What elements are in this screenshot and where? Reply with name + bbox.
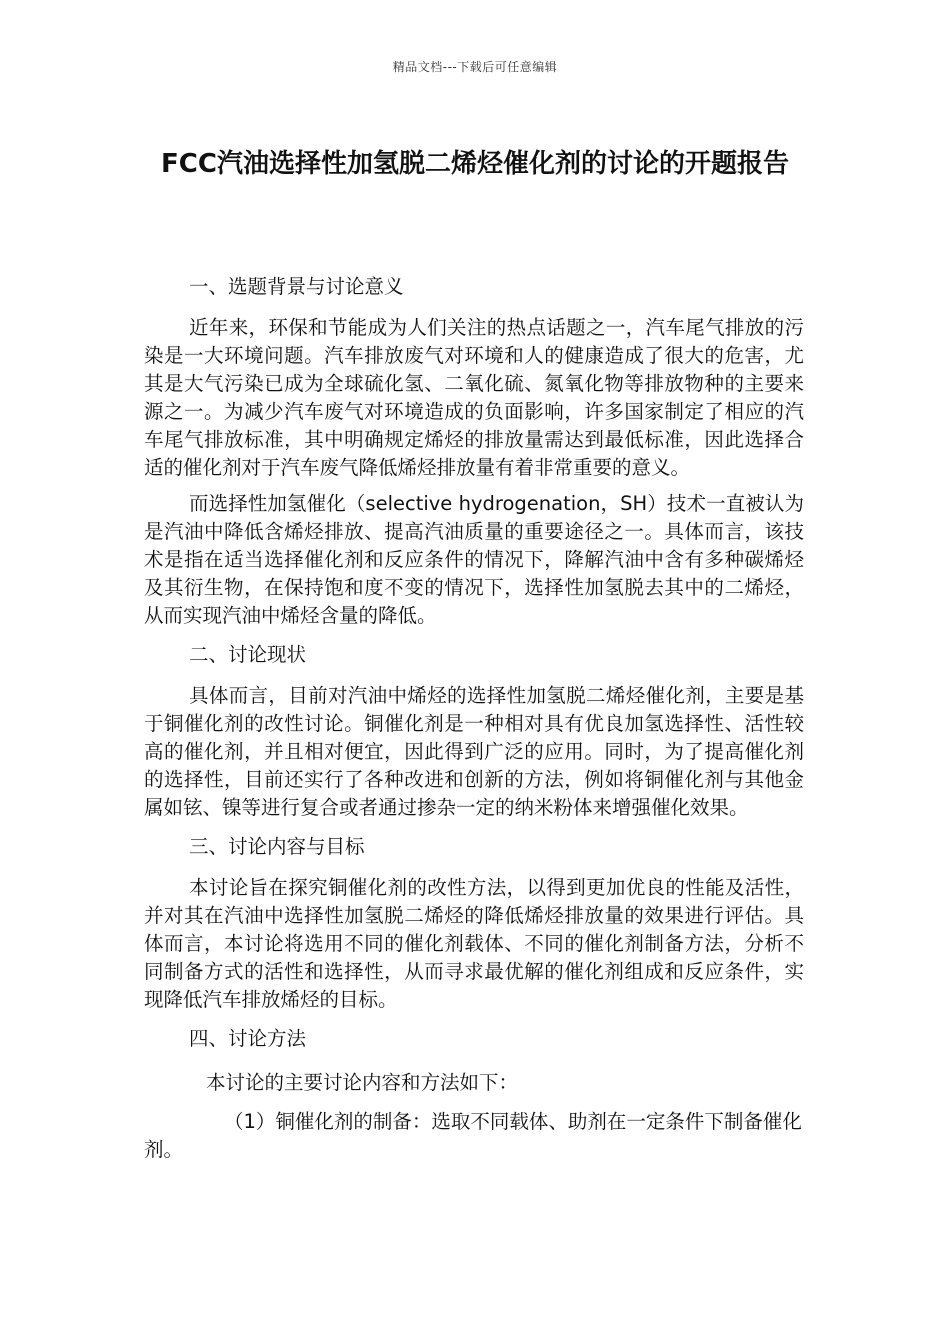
section-heading: 三、讨论内容与目标 — [189, 835, 365, 858]
body-paragraph: 具体而言，目前对汽油中烯烃的选择性加氢脱二烯烃催化剂，主要是基于铜催化剂的改性讨论。铜催化剂是一种相对具有优良加氢选择性、活性较高的催化剂，并且相对便宜，因此得到广泛的应用。同时，为了提高催化剂的选择性，目前还实行了各种改进和创新的方法，例如将铜催化剂与其他金属如铉、镍等进行复合或者通过掺杂一定的纳米粉体来增强催化效果。 — [144, 684, 804, 819]
body-paragraph: 本讨论旨在探究铜催化剂的改性方法，以得到更加优良的性能及活性，并对其在汽油中选择性加氢脱二烯烃的降低烯烃排放量的效果进行评估。具体而言，本讨论将选用不同的催化剂载体、不同的催化剂制备方法，分析不同制备方式的活性和选择性，从而寻求最优解的催化剂组成和反应条件，实现降低汽车排放烯烃的目标。 — [144, 876, 804, 1011]
body-paragraph: 近年来，环保和节能成为人们关注的热点话题之一，汽车尾气排放的污染是一大环境问题。汽车排放废气对环境和人的健康造成了很大的危害，尤其是大气污染已成为全球硫化氢、二氧化硫、氮氧化物等排放物种的主要来源之一。为减少汽车废气对环境造成的负面影响，许多国家制定了相应的汽车尾气排放标准，其中明确规定烯烃的排放量需达到最低标准，因此选择合适的催化剂对于汽车废气降低烯烃排放量有着非常重要的意义。 — [144, 316, 804, 479]
header-note: 精品文档---下载后可任意编辑 — [392, 60, 558, 74]
section-heading: 四、讨论方法 — [189, 1027, 307, 1050]
methods-intro: 本讨论的主要讨论内容和方法如下： — [206, 1071, 519, 1094]
body-paragraph: 而选择性加氢催化（selective hydrogenation，SH）技术一直被认为是汽油中降低含烯烃排放、提高汽油质量的重要途径之一。具体而言，该技术是指在适当选择催化剂和反应条件的情况下，降解汽油中含有多种碳烯烃及其衍生物，在保持饱和度不变的情况下，选择性加氢脱去其中的二烯烃，从而实现汽油中烯烃含量的降低。 — [144, 492, 804, 627]
document-body — [144, 270, 804, 1164]
section-heading: 二、讨论现状 — [189, 643, 307, 666]
document-title: FCC汽油选择性加氢脱二烯烃催化剂的讨论的开题报告 — [161, 149, 789, 179]
methods-item: （1）铜催化剂的制备：选取不同载体、助剂在一定条件下制备催化剂。 — [144, 1110, 802, 1161]
section-heading: 一、选题背景与讨论意义 — [189, 275, 404, 298]
